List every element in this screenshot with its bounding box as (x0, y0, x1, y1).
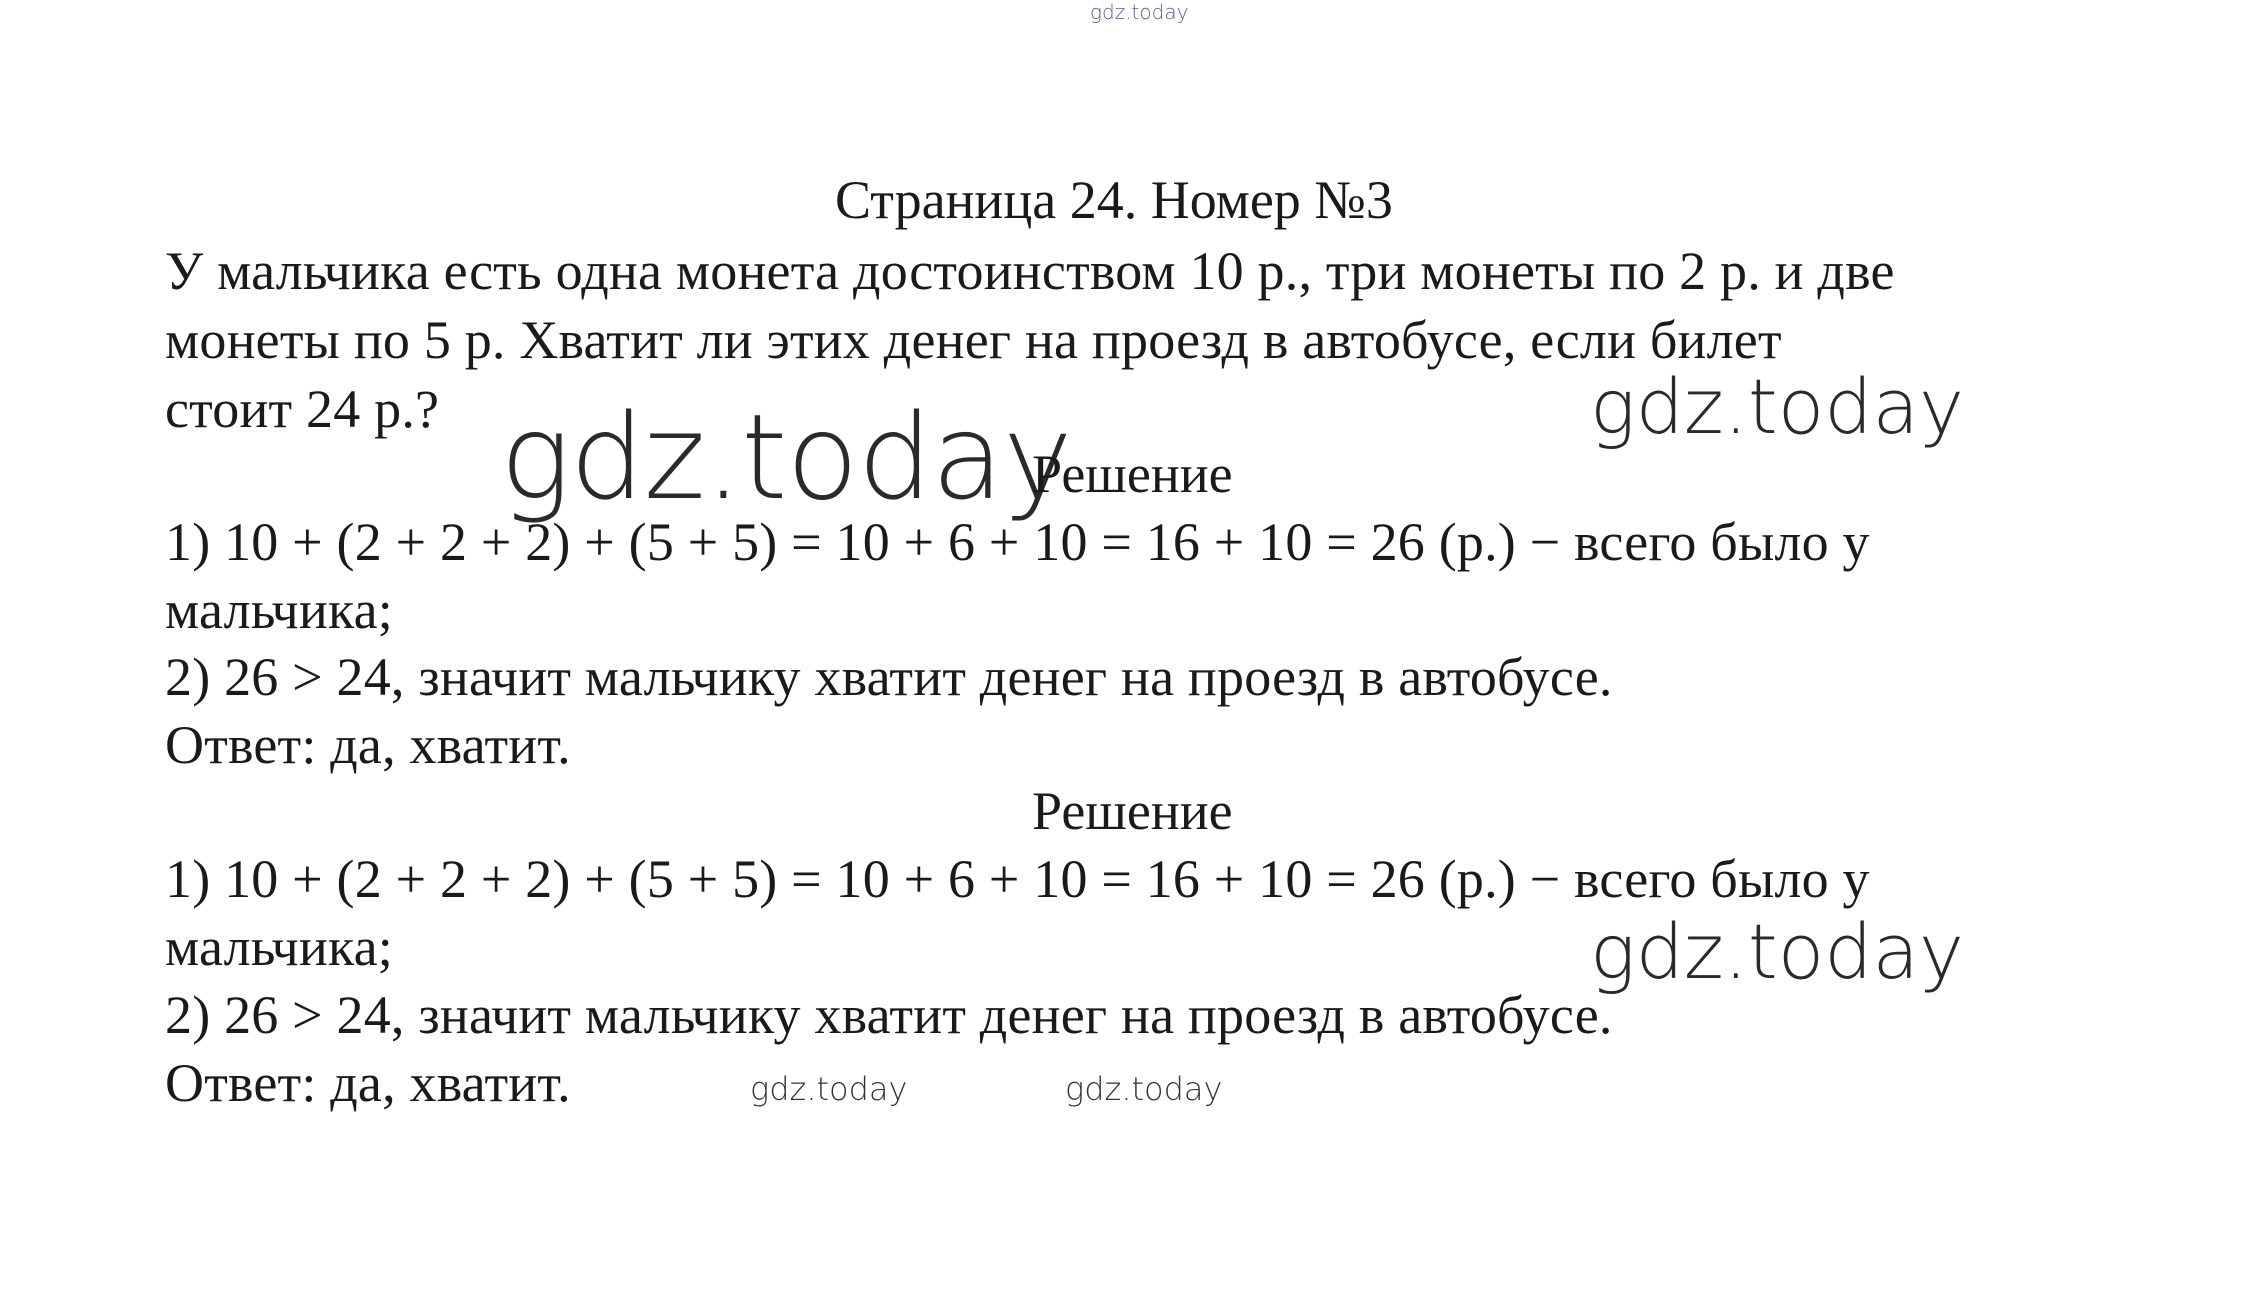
solution-2-line-3: 2) 26 > 24, значит мальчику хватит денег на проезд в автобусе. (165, 985, 1613, 1045)
solution-1-heading: Решение (1032, 444, 1233, 504)
solution-2-heading: Решение (1032, 781, 1233, 841)
watermark-top: gdz.today (1090, 0, 1189, 24)
solution-2-answer: Ответ: да, хватит. (165, 1053, 571, 1113)
watermark-mid-2: gdz.today (1590, 907, 1964, 996)
watermark-large: gdz.today (500, 388, 1072, 526)
solution-1-line-1: 1) 10 + (2 + 2 + 2) + (5 + 5) = 10 + 6 + 10 = 16 + 10 = 26 (р.) − всего было у (165, 512, 1870, 572)
solution-1-answer: Ответ: да, хватит. (165, 715, 571, 775)
solution-2-line-1: 1) 10 + (2 + 2 + 2) + (5 + 5) = 10 + 6 + 10 = 16 + 10 = 26 (р.) − всего было у (165, 849, 1870, 909)
solution-2-line-2: мальчика; (165, 917, 393, 977)
watermark-mid-1: gdz.today (1590, 362, 1964, 451)
solution-1-line-2: мальчика; (165, 580, 393, 640)
solution-1-line-3: 2) 26 > 24, значит мальчику хватит денег на проезд в автобусе. (165, 647, 1613, 707)
problem-line-1: У мальчика есть одна монета достоинством 10 р., три монеты по 2 р. и две (165, 241, 1895, 301)
watermark-small-1: gdz.today (750, 1070, 908, 1108)
problem-line-3: стоит 24 р.? (165, 379, 440, 439)
problem-line-2: монеты по 5 р. Хватит ли этих денег на проезд в автобусе, если билет (165, 310, 1782, 370)
watermark-small-2: gdz.today (1065, 1070, 1223, 1108)
page-title: Страница 24. Номер №3 (835, 170, 1393, 230)
